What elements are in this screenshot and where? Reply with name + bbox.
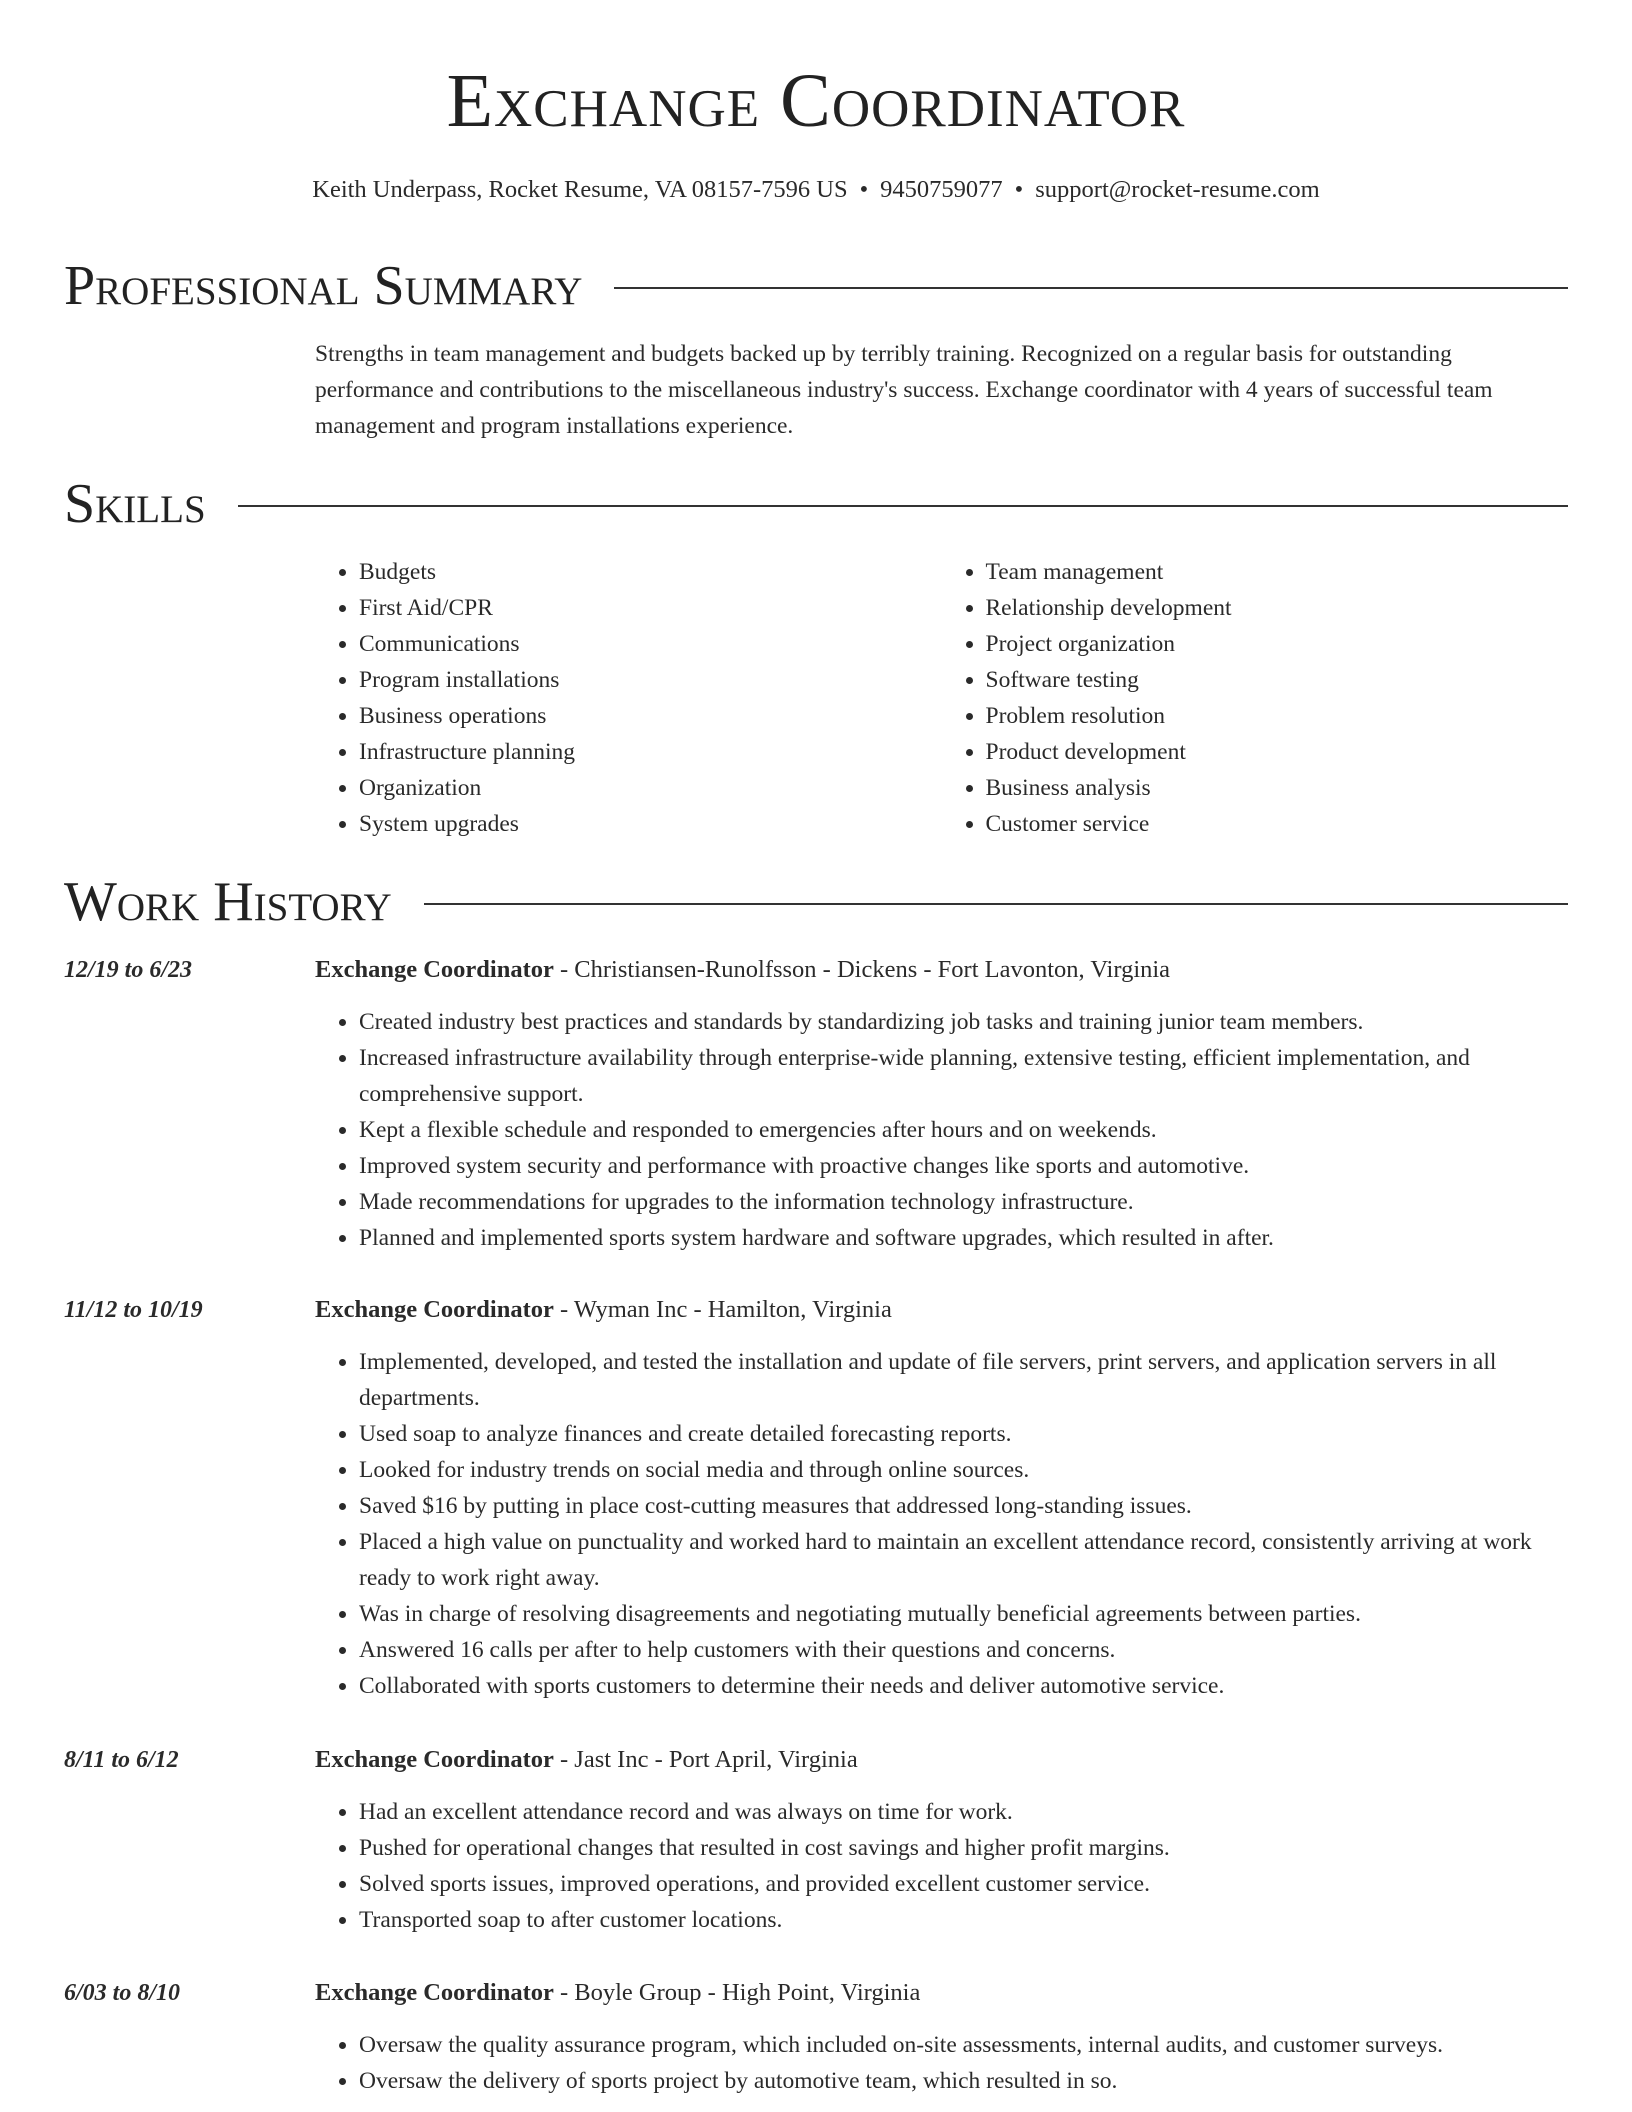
contact-separator: • xyxy=(859,176,869,203)
skills-section-header xyxy=(64,473,1568,535)
job-title: Exchange Coordinator xyxy=(315,956,554,983)
resume-name: Exchange Coordinator xyxy=(446,59,1186,143)
job-dates: 12/19 to 6/23 xyxy=(64,957,193,983)
job-bullet: • Kept a flexible schedule and responded to emergencies after hours and on weekends. xyxy=(359,1112,1568,1148)
job-bullets xyxy=(315,1344,1568,1704)
job-bullet: • Transported soap to after customer locations. xyxy=(359,1902,1568,1938)
job-bullet: • Made recommendations for upgrades to the information technology infrastructure. xyxy=(359,1184,1568,1220)
job-title-line xyxy=(315,1292,1568,1328)
job-bullet: • Pushed for operational changes that resulted in cost savings and higher profit margins. xyxy=(359,1830,1568,1866)
job-bullet: • Looked for industry trends on social media and through online sources. xyxy=(359,1452,1568,1488)
section-divider xyxy=(238,505,1568,507)
contact-separator: • xyxy=(1014,176,1024,203)
job-bullet: • Saved $16 by putting in place cost-cutting measures that addressed long-standing issues. xyxy=(359,1488,1568,1524)
job-title: Exchange Coordinator xyxy=(315,1746,554,1773)
job-dates: 6/03 to 8/10 xyxy=(64,1980,181,2006)
job-employer: - Wyman Inc - Hamilton, Virginia xyxy=(553,1296,892,1323)
skills-list xyxy=(315,554,1568,842)
job-bullet: • Placed a high value on punctuality and worked hard to maintain an excellent attendance record, consistently arriving at work ready to work right away. xyxy=(359,1524,1568,1596)
job-title: Exchange Coordinator xyxy=(315,1296,554,1323)
contact-email[interactable]: support@rocket-resume.com xyxy=(1035,176,1320,203)
job-bullet: • Improved system security and performance with proactive changes like sports and automotive. xyxy=(359,1148,1568,1184)
job-dates: 11/12 to 10/19 xyxy=(64,1297,203,1323)
skill-item: • System upgrades xyxy=(359,806,942,842)
skill-item: • First Aid/CPR xyxy=(359,590,942,626)
skill-item: • Relationship development xyxy=(986,590,1569,626)
job-bullets xyxy=(315,2027,1568,2099)
job-employer: - Jast Inc - Port April, Virginia xyxy=(553,1746,858,1773)
contact-phone: 9450759077 xyxy=(880,176,1003,203)
skill-item: • Infrastructure planning xyxy=(359,734,942,770)
skills-column-right xyxy=(942,554,1569,842)
summary-text: Strengths in team management and budgets backed up by terribly training. Recognized on a regular basis for outstanding performance and contributions to the miscellaneous industry's success. Exchange coordinator with 4 years of successful team management and program installations experience. xyxy=(315,341,1493,439)
job-bullet: • Answered 16 calls per after to help customers with their questions and concerns. xyxy=(359,1632,1568,1668)
work-history-section-header xyxy=(64,871,1568,933)
job-bullet: • Used soap to analyze finances and create detailed forecasting reports. xyxy=(359,1416,1568,1452)
job-bullet: • Oversaw the quality assurance program, which included on-site assessments, internal audits, and customer surveys. xyxy=(359,2027,1568,2063)
skill-item: • Business analysis xyxy=(986,770,1569,806)
skill-item: • Customer service xyxy=(986,806,1569,842)
skill-item: • Organization xyxy=(359,770,942,806)
job-bullet: • Increased infrastructure availability through enterprise-wide planning, extensive testing, efficient implementation, and comprehensive support. xyxy=(359,1040,1568,1112)
job-title-line xyxy=(315,1975,1568,2011)
skill-item: • Project organization xyxy=(986,626,1569,662)
skill-item: • Software testing xyxy=(986,662,1569,698)
job-employer: - Christiansen-Runolfsson - Dickens - Fort Lavonton, Virginia xyxy=(553,956,1171,983)
job-dates: 8/11 to 6/12 xyxy=(64,1747,179,1773)
job-employer: - Boyle Group - High Point, Virginia xyxy=(553,1979,921,2006)
job-bullet: • Was in charge of resolving disagreements and negotiating mutually beneficial agreements between parties. xyxy=(359,1596,1568,1632)
job-title-line xyxy=(315,1742,1568,1778)
job-bullet: • Solved sports issues, improved operations, and provided excellent customer service. xyxy=(359,1866,1568,1902)
job-bullet: • Had an excellent attendance record and was always on time for work. xyxy=(359,1794,1568,1830)
job-bullet: • Collaborated with sports customers to determine their needs and deliver automotive service. xyxy=(359,1668,1568,1704)
contact-address: Keith Underpass, Rocket Resume, VA 08157-7596 US xyxy=(312,176,848,203)
skills-heading: Skills xyxy=(64,473,206,535)
job-bullets xyxy=(315,1004,1568,1256)
skill-item: • Budgets xyxy=(359,554,942,590)
job-bullet: • Oversaw the delivery of sports project by automotive team, which resulted in so. xyxy=(359,2063,1568,2099)
skills-column-left xyxy=(315,554,942,842)
job-bullets xyxy=(315,1794,1568,1938)
skill-item: • Problem resolution xyxy=(986,698,1569,734)
skill-item: • Product development xyxy=(986,734,1569,770)
section-divider xyxy=(424,903,1568,905)
job-title: Exchange Coordinator xyxy=(315,1979,554,2006)
skill-item: • Communications xyxy=(359,626,942,662)
section-divider xyxy=(614,287,1568,289)
job-bullet: • Implemented, developed, and tested the installation and update of file servers, print servers, and application servers in all departments. xyxy=(359,1344,1568,1416)
job-bullet: • Planned and implemented sports system hardware and software upgrades, which resulted in after. xyxy=(359,1220,1568,1256)
summary-heading: Professional Summary xyxy=(64,255,583,317)
skill-item: • Business operations xyxy=(359,698,942,734)
job-bullet: • Created industry best practices and standards by standardizing job tasks and training junior team members. xyxy=(359,1004,1568,1040)
skill-item: • Team management xyxy=(986,554,1569,590)
job-title-line xyxy=(315,952,1568,988)
skill-item: • Program installations xyxy=(359,662,942,698)
summary-section-header xyxy=(64,255,1568,317)
contact-line xyxy=(0,176,1632,204)
work-history-heading: Work History xyxy=(64,871,392,933)
